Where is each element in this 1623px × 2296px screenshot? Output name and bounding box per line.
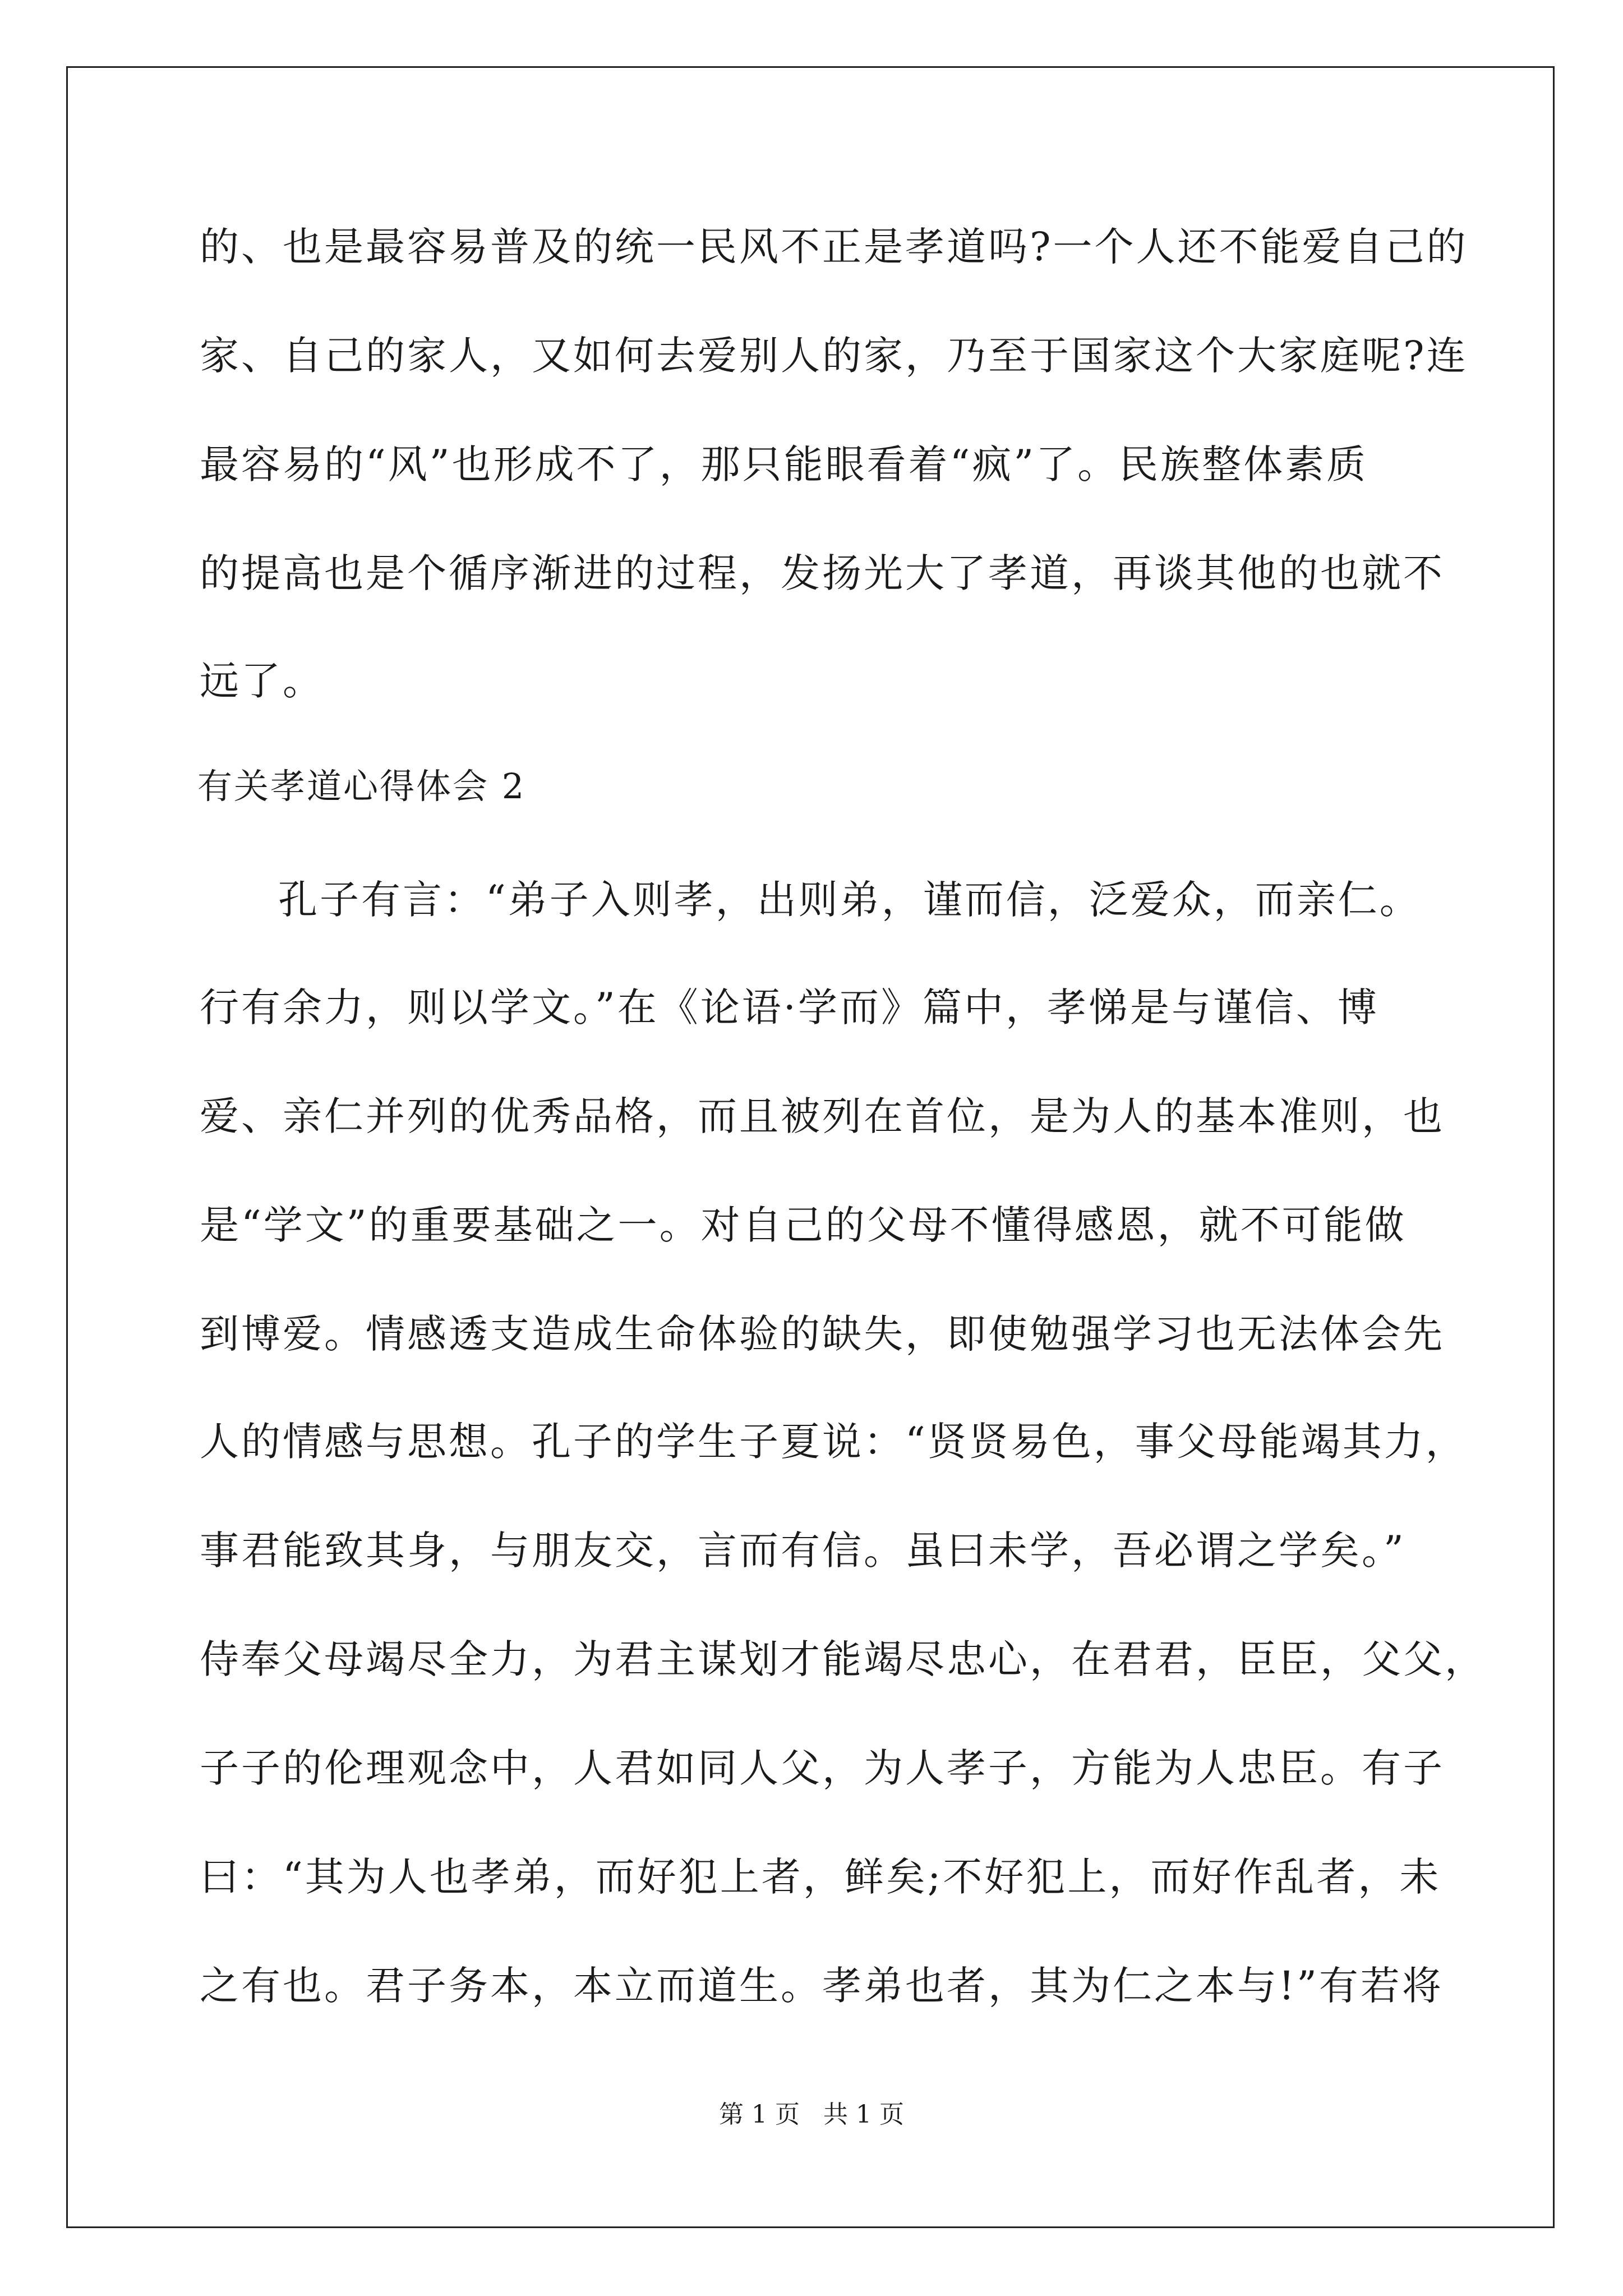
paragraph-line: 远了。 (200, 658, 324, 704)
paragraph-line: 的提高也是个循序渐进的过程，发扬光大了孝道，再谈其他的也就不 (200, 550, 1445, 596)
page-footer: 第 1 页 共 1 页 (719, 2100, 904, 2129)
paragraph-line: 家、自己的家人，又如何去爱别人的家，乃至于国家这个大家庭呢?连 (200, 333, 1468, 379)
paragraph-line: 人的情感与思想。孔子的学生子夏说：“贤贤易色，事父母能竭其力， (200, 1419, 1467, 1465)
paragraph-line: 到博爱。情感透支造成生命体验的缺失，即使勉强学习也无法体会先 (200, 1311, 1445, 1357)
paragraph-line: 子子的伦理观念中，人君如同人父，为人孝子，方能为人忠臣。有子 (200, 1745, 1445, 1791)
paragraph-line: 爱、亲仁并列的优秀品格，而且被列在首位，是为人的基本准则，也 (200, 1093, 1445, 1139)
paragraph-line: 孔子有言：“弟子入则孝，出则弟，谨而信，泛爱众，而亲仁。 (278, 877, 1421, 923)
paragraph-line: 行有余力，则以学文。”在《论语·学而》篇中，孝悌是与谨信、博 (200, 984, 1380, 1030)
paragraph-line: 之有也。君子务本，本立而道生。孝弟也者，其为仁之本与!”有若将 (200, 1963, 1444, 2009)
paragraph-line: 最容易的“风”也形成不了，那只能眼看着“疯”了。民族整体素质 (200, 441, 1368, 487)
paragraph-line: 是“学文”的重要基础之一。对自己的父母不懂得感恩，就不可能做 (200, 1202, 1407, 1248)
paragraph-line: 的、也是最容易普及的统一民风不正是孝道吗?一个人还不能爱自己的 (200, 224, 1468, 270)
paragraph-line: 事君能致其身，与朋友交，言而有信。虽曰未学，吾必谓之学矣。” (200, 1527, 1406, 1573)
paragraph-line: 曰：“其为人也孝弟，而好犯上者，鲜矣;不好犯上，而好作乱者，未 (200, 1854, 1441, 1900)
paragraph-line: 侍奉父母竭尽全力，为君主谋划才能竭尽忠心，在君君，臣臣，父父， (200, 1636, 1486, 1682)
section-heading: 有关孝道心得体会 2 (197, 766, 526, 807)
